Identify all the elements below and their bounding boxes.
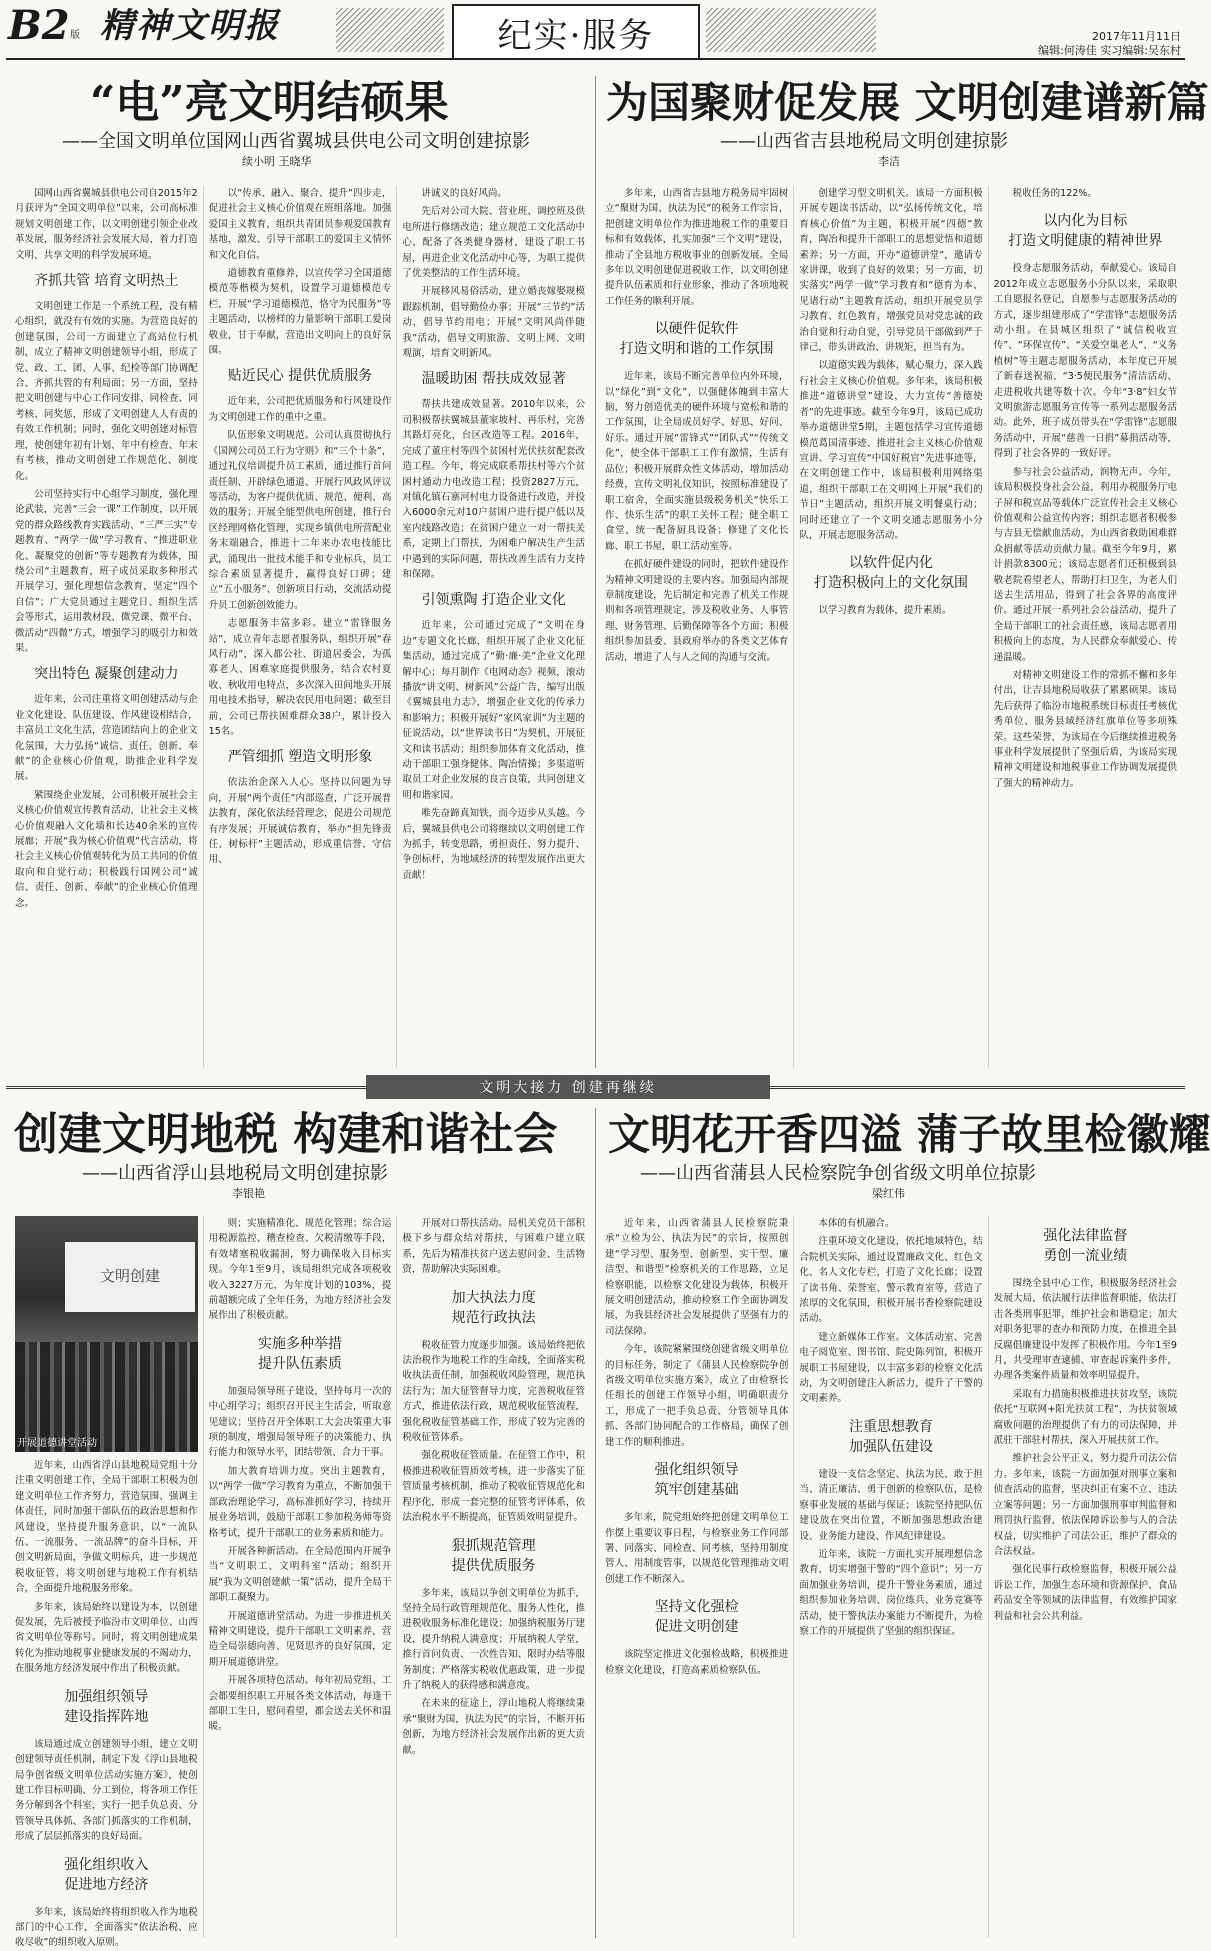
page-ban: 版 — [70, 30, 80, 41]
section-subheading: 强化组织领导 筑牢创建基础 — [654, 1462, 739, 1499]
paragraph: 多年来，该局以争创文明单位为抓手，坚持全局行政管理规范化、服务人性化，推进税收服务标准化建设；加强纳税服务厅建设，提升纳税人满意度；开展纳税人学堂，推行首问负责、一次性告知、限时办结等服务制度；严格落实税收优惠政策，进一步提升了纳税人的获得感和满意度。 — [402, 1587, 586, 1691]
paragraph: 在未来的征途上，浮山地税人将继续秉承“聚财为国，执法为民”的宗旨，不断开拓创新，为地方经济社会发展作出新的更大贡献。 — [402, 1698, 586, 1756]
photo-banner: 文明创建 — [65, 1242, 195, 1312]
section-title: 纪实·服务 — [452, 4, 700, 60]
paragraph: 先后对公司大院、营业班、调控班及供电所进行修缮改造；建立规范工文化活动中心，配备了各类健身器材，建设了职工书屋，再进企业文化活动中心等，为职工提供了优美整洁的工作生活环境。 — [402, 206, 586, 280]
photo-caption: 开展道德讲堂活动 — [17, 1438, 97, 1449]
paragraph: 本体的有机融合。 — [818, 1218, 895, 1229]
text-column — [793, 186, 987, 1068]
text-column — [10, 1216, 203, 1949]
text-column — [396, 186, 590, 1068]
paragraph: 帮扶共建成效显著。2010年以来，公司积极帮扶翼城县董家坡村、再乐村，完善其路灯亮化，台区改造等工程。2016年，完成了董庄村等四个贫困村光伏扶贫配套改造工程。今年，将完成联系帮扶村等六个贫困村通动力电改造工程；投资2827万元，对镇化镇石寨河村电力设备进行改造，并投入6000余元对10户贫困户进行提户低以及室内线路改造；在贫困户建立一对一帮扶关系，定期上门帮扶，为困难户解决生产生活中遇到的实际问题，帮扶改善生活有力支持和保障。 — [402, 399, 586, 580]
paragraph: 采取有力措施积极推进扶贫攻坚，该院依托“互联网+阳光扶贫工程”，为扶贫领域腐败问题的治理提供了有力的司法保障，并派驻干部驻村帮扶，深入开展扶贫工作。 — [993, 1388, 1177, 1447]
article-byline: 李银艳 — [232, 1187, 265, 1200]
paragraph: 道德教育重修养，以宣传学习全国道德模范等楷模为契机，设置学习道德模范专栏，开展“学习道德模范，恪守为民服务”等主题活动，以榜样的力量影响干部职工爱岗敬业，甘于奉献，营造出文明向上的良好氛围。 — [208, 268, 392, 357]
paragraph: 近年来，该局不断完善单位内外环境，以“绿化”到“文化”，以强健体魄到丰富大脑，努力创造优美的硬件环境与宽松和谐的工作氛围，让全局成员好学、好思、好问、好乐。通过开展“雷锋式”“团队式”“传统文化”，使全体干部职工工作有激情，生活有品位；积极开展群众性文体活动，增加活动经费，宣传文明礼仪知识，按照标准建设了职工宿舍，全面实施县级税务机关“快乐工作、快乐生活”的职工关怀工程；健全职工食堂，统一配备厨具设备；修建了文化长廊、职工书屋，职工活动室等。 — [605, 371, 789, 552]
paragraph: 近年来，山西省蒲县人民检察院秉承“立检为公、执法为民”的宗旨，按照创建“学习型、服务型、创新型、实干型、廉洁型、和谐型”检察机关的工作思路，立足检察职能，以检察文化建设为载体，积极开展文明创建活动，推动检察工作全面协调发展，为我县经济社会发展提供了坚强有力的司法保障。 — [605, 1218, 789, 1337]
text-column — [793, 1216, 987, 1938]
article-headline: 文明花开香四溢 蒲子故里检徽耀 — [608, 1110, 1211, 1159]
article-columns — [600, 1216, 1182, 1938]
band-label: 文明大接力 创建再继续 — [366, 1075, 770, 1099]
article-columns — [10, 1216, 590, 1949]
column-divider — [595, 1108, 596, 1938]
paper-logo: 精神文明报 — [100, 6, 280, 46]
paragraph: 税收征管力度逐步加强。该局始终把依法治税作为地税工作的生命线，全面落实税收执法责任制，加强税收风险管理，规范执法行为；加大征管督导力度，完善税收征管方式，推进依法行政，规范税收征管流程，强化税收征管基础工作，形成了较为完善的税收征管体系。 — [402, 1339, 586, 1444]
article-subhead: ——山西省吉县地税局文明创建掠影 — [720, 131, 1008, 152]
paragraph: 多年来，该局始终以建设为本，以创建促发展，先后被授予临汾市文明单位、山西省文明单位等称号。同时，将文明创建成果转化为推动地税事业健康发展的不竭动力，在服务地方经济发展中作出了积极贡献。 — [15, 1601, 198, 1675]
article-byline: 李洁 — [878, 155, 900, 168]
paragraph: 近年来，公司把优质服务和行风建设作为文明创建工作的重中之重。 — [208, 396, 392, 423]
paragraph: 文明创建工作是一个系统工程，没有精心组织，就没有有效的实施。为营造良好的创建氛围，公司一方面建立了高站位行机制，成立了精神文明创建领导小组，形成了党、政、工、团、人事、纪检等部门协调配合、齐抓共管的有利局面；另一方面，坚持把文明创建与中心工作同安排、同检查、同考核、同奖惩，形成了文明创建人人有责的有效工作机制；同时，强化文明创建对标管理，使创建年初有计划、年中有检查、年末有考核，推动文明创建工作规范化、制度化。 — [15, 301, 198, 482]
paragraph: 开展移风易俗活动，建立婚丧嫁娶规模跟踪机制，倡导勤俭办事；开展“三节约”活动，倡导节约用电；开展“文明风尚伴随我”活动，倡导文明旅游、文明上网、文明观演，培育文明新风。 — [402, 286, 586, 360]
paragraph: 公司坚持实行中心组学习制度，强化理论武装，完善“三会一课”工作制度，以开展党的群众路线教育实践活动、“三严三实”专题教育、“两学一做”学习教育、“推进职业化、凝聚党的创新”等专题教育为载体，围绕公司“主题教育，班子成员采取多种形式开展学习，强化理想信念教育，坚定“四个自信”；广大党员通过主题党日、组织生活会等形式，运用教材段、微党课、微平台、微活动“四微”方式，增强学习的吸引力和效果。 — [15, 488, 198, 654]
paragraph: 开展对口帮扶活动。局机关党员干部积极下乡与群众结对帮扶，与困难户建立联系，先后为精准扶贫户送去慰问金、生活物资，帮助解决实际困难。 — [402, 1218, 586, 1276]
section-band — [6, 1072, 1185, 1102]
paragraph: 开展道德讲堂活动。为进一步推进机关精神文明建设，提升干部职工文明素养，营造全局崇德向善、见贤思齐的良好氛围，定期开展道德讲堂。 — [208, 1610, 392, 1668]
article-jixian-tax — [600, 76, 1209, 1068]
article-subhead: ——山西省蒲县人民检察院争创省级文明单位掠影 — [640, 1163, 1036, 1184]
article-fushan-tax — [10, 1108, 590, 1949]
paragraph: 强化民事行政检察监督，积极开展公益诉讼工作，加强生态环境和资源保护、食品药品安全等领域的法律监督，有效维护国家利益和社会公共利益。 — [993, 1564, 1177, 1622]
masthead — [0, 0, 1191, 70]
section-subheading: 突出特色 凝聚创建动力 — [34, 666, 179, 683]
text-column — [10, 186, 203, 1068]
article-headline: 为国聚财促发展 文明创建谱新篇 — [606, 78, 1209, 127]
section-subheading: 强化组织收入 促进地方经济 — [64, 1856, 149, 1893]
paragraph: 今年，该院紧紧围绕创建省级文明单位的目标任务，制定了《蒲县人民检察院争创省级文明单位实施方案》，成立了由检察长任组长的创建工作领导小组，明确职责分工，形成了一把手负总责、分管领导具体抓、各部门协同配合的工作格局，确保了创建工作的顺利推进。 — [605, 1344, 789, 1448]
section-subheading: 引领熏陶 打造企业文化 — [421, 592, 566, 609]
text-column — [988, 1216, 1182, 1938]
paragraph: 围绕全县中心工作，积极服务经济社会发展大局，依法履行法律监督职能，依法打击各类刑事犯罪，维护社会和谐稳定；加大对职务犯罪的查办和预防力度，在推进全县反腐倡廉建设中发挥了积极作用。今年1至9月，共受理审查逮捕、审查起诉案件多件，办理各类案件质量和效率明显提升。 — [993, 1278, 1177, 1382]
section-subheading: 实施多种举措 提升队伍素质 — [258, 1335, 342, 1372]
text-column — [600, 186, 793, 1068]
text-column — [203, 1216, 397, 1938]
section-subheading: 加大执法力度 规范行政执法 — [451, 1289, 536, 1326]
section-subheading: 贴近民心 提供优质服务 — [227, 368, 373, 385]
article-byline: 续小明 王晓华 — [242, 155, 312, 168]
section-subheading: 狠抓规范管理 提供优质服务 — [451, 1537, 536, 1574]
section-subheading: 注重思想教育 加强队伍建设 — [848, 1418, 933, 1455]
paragraph: 投身志愿服务活动，奉献爱心。该局自2012年成立志愿服务小分队以来，采取职工自愿报名登记，自愿参与志愿服务活动的方式，逐步组建形成了“学雷锋”志愿服务活动小组。在县城区组织了“诚信税收宣传”、“环保宣传”、“关爱空巢老人”、“义务植树”等主题志愿服务活动，本年度已开展了新春送祝福、“3·5便民服务”清洁活动、走进税收共建等数十次。今年“3·8”妇女节文明旅游志愿服务宣传等一系列志愿服务活动。此外，班子成员带头在“学雷锋”志愿服务活动中，开展“慈善一日捐”募捐活动等，得到了社会各界的一致好评。 — [993, 263, 1177, 460]
paragraph: 以“传承、融入、聚合、提升”四步走，促进社会主义核心价值观在班组落地。加强爱国主义教育，组织共青团员参观爱国教育基地，激发、引导干部职工的爱国主义情怀和文化自信。 — [208, 188, 392, 261]
paragraph: 依法治企深入人心。坚持以问题为导向，开展“两个责任”内部巡查，广泛开展普法教育，深化依法经营理念，促进公司规范有序发展；开展诚信教育，举办“担先锋责任、树标杆”主题活动，形成重信誉、守信用、 — [208, 777, 392, 866]
article-puxian-procuratorate — [600, 1108, 1211, 1938]
section-subheading: 温暖助困 帮扶成效显著 — [421, 371, 566, 388]
article-columns — [600, 186, 1182, 1068]
paragraph: 对精神文明建设工作的常抓不懈和多年付出，让吉县地税局收获了累累硕果。该局先后获得了临汾市地税系统目标责任考核优秀单位、服务县域经济红旗单位等多项殊荣。这些荣誉，为该局在今后继续推进税务事业科学发展提供了坚强后盾，为该局实现精神文明建设和地税事业工作协调发展提供了强大的精神动力。 — [993, 669, 1177, 789]
issue-date: 2017年11月11日 — [1092, 30, 1181, 43]
section-subheading: 以软件促内化 打造积极向上的文化氛围 — [813, 555, 968, 592]
paragraph: 国网山西省翼城县供电公司自2015年2月获评为“全国文明单位”以来，公司高标准规划文明创建工作，以文明创建引领企业改革发展，服务经济社会发展大局，着力打造文明、共享文明的科学发展环境。 — [15, 188, 198, 261]
text-column — [396, 1216, 590, 1938]
paragraph: 以学习教育为载体，提升素质。 — [818, 605, 952, 617]
paragraph: 志愿服务丰富多彩。建立“雷锋服务站”，成立青年志愿者服务队，组织开展“春风行动”，深入都公社、街道居委会，为孤寡老人、困难家庭提供服务，结合农村夏收、秋收用电特点，多次深入田间地头开展用电技术指导，解决农民用电问题；截至目前，公司已帮扶困难群众38户，累计投入15名。 — [208, 618, 392, 737]
paragraph: 多年来，山西省吉县地方税务局牢固树立“聚财为国、执法为民”的税务工作宗旨，把创建文明单位作为推进地税工作的重要目标和有效载体，扎实加强“三个文明”建设，推动了全县地方税收事业的创新发展。全局多年以文明创建促进税收工作，以文明创建提升队伍素质和行业形象，推动了各项地税工作任务的顺利开展。 — [605, 188, 789, 307]
article-byline: 梁红伟 — [872, 1187, 905, 1200]
section-subheading: 以硬件促软件 打造文明和谐的工作氛围 — [619, 321, 774, 358]
paragraph: 该院坚定推进文化强检战略，积极推进检察文化建设，打造高素质检察队伍。 — [605, 1649, 789, 1676]
page-code: B2 — [8, 2, 70, 49]
section-subheading: 强化法律监督 勇创一流业绩 — [1043, 1228, 1128, 1264]
paragraph: 近年来，山西省浮山县地税局党组十分注重文明创建工作，全局干部职工积极为创建文明单位工作齐努力，营造氛围、强调主体责任，同时加强干部队伍的政治思想和作风建设，坚持提升服务意识，以“一流队伍、一流服务、一流品牌”的奋斗目标，开创文明新局面，争做文明标兵，进一步规范税收征管，将文明创建与地税工作有机结合，全面提升地税服务形象。 — [15, 1460, 198, 1595]
paragraph: 则；实施精准化、规范化管理；综合运用税源监控、稽查检查、欠税清缴等手段，有效堵塞税收漏洞，努力确保收入目标实现。今年1至9月，该局组织完成各项税收收入3227万元，为年度计划的103%，提前超额完成了全年任务，为地方经济社会发展作出了积极贡献。 — [208, 1218, 392, 1322]
paragraph: 以道德实践为载体，赋心聚力，深入践行社会主义核心价值观。多年来，该局积极推进“道德讲堂”建设，大力宣传“善德使者”的先进事迹。截至今年9月，该局已成功举办道德讲堂5期，主题包括学习宣传道德模范葛国清事迹、推进社会主义核心价值观宣讲、学习宣传“中国好税官”先进事迹等，在文明创建工作中，该局积极利用网络渠道，组织干部职工在文明网上开展“我们的节日”主题活动，组织开展文明餐桌行动；同时还建立了一个文明交通志愿服务小分队，开展志愿服务活动。 — [799, 360, 983, 541]
section-subheading: 加强组织领导 建设指挥阵地 — [64, 1688, 149, 1725]
section-subheading: 严管细抓 塑造文明形象 — [227, 749, 373, 766]
hatch-decoration-left — [336, 8, 444, 52]
paragraph: 加强局领导班子建设，坚持每月一次的中心组学习；组织召开民主生活会，听取意见建议；坚持召开全体职工大会决策重大事项的制度，增强局领导班子的决策能力、执行能力和领导水平，团结带领、合力干事。 — [208, 1385, 392, 1459]
paragraph: 注重环境文化建设，依托地域特色，结合院机关实际，通过设置廉政文化、红色文化、名人文化专栏，打造了文化长廊；设置了读书角、荣誉室、警示教育室等，营造了浓厚的文化氛围，积极开展书香检察院建设活动。 — [799, 1236, 983, 1325]
paragraph: 紧围绕企业发展，公司积极开展社会主义核心价值观宣传教育活动，让社会主义核心价值观融入文化墙和长达40余米的宣传展廊；开展“我为核心价值观”代言活动，将社会主义核心价值观转化为员工共同的价值取向和自觉行动；积极践行国网公司“诚信、责任、创新、奉献”的企业核心价值理念。 — [15, 789, 198, 909]
paragraph: 讲诚义的良好风尚。 — [421, 188, 507, 199]
text-column — [988, 186, 1182, 1068]
hatch-decoration-right — [706, 8, 876, 52]
photo-audience — [15, 1342, 198, 1452]
text-column — [600, 1216, 793, 1938]
paragraph: 近年来，公司注重将文明创建活动与企业文化建设、队伍建设、作风建设相结合，丰富员工文化生活，营造团结向上的企业文化氛围，大力弘扬“诚信、责任、创新、奉献”的企业核心价值观，助推企业科学发展。 — [15, 694, 198, 783]
article-subhead: ——全国文明单位国网山西省翼城县供电公司文明创建掠影 — [62, 131, 530, 152]
column-divider — [595, 76, 596, 1068]
article-photo — [15, 1216, 198, 1452]
paragraph: 开展各项特色活动。每年初局党组、工会都要组织职工开展各类文体活动，每逢干部职工生日，慰问看望，都会送去关怀和温暖。 — [208, 1675, 392, 1733]
paragraph: 创建学习型文明机关。该局一方面积极开展专题读书活动，以“弘扬传统文化，培育核心价值”为主题，积极开展“四德”教育，陶冶和提升干部职工的思想觉悟和道德素养；另一方面，开办“道德讲堂”，邀请专家讲课，收到了良好的效果；另一方面，切实落实“两学一做”学习教育和“德育为本、见诸行动”主题教育活动，组织开展党员学习教育、红色教育，增强党员对党忠诚的政治自觉和行动自觉，引导党员干部做到严于律己，带头讲政治、讲规矩，担当有为。 — [799, 188, 983, 354]
editors-credit: 编辑:何涛佳 实习编辑:吴东村 — [1038, 44, 1181, 57]
paragraph: 唯先奋蹄真知铁，而今迈步从头越。今后，翼城县供电公司将继续以文明创建工作为抓手，转变思路，勇担责任、努力提升、争创标杆，为地域经济的转型发展作出更大贡献！ — [402, 808, 586, 881]
article-yicheng-power — [10, 76, 590, 1068]
article-headline: “电”亮文明结硕果 — [90, 77, 449, 128]
paragraph: 加大教育培训力度。突出主题教育，以“两学一做”学习教育为重点，不断加强干部政治理论学习，高标准抓好学习，持续开展业务培训，鼓励干部职工参加税务师等资格考试，提升干部职工的业务素质和能力。 — [208, 1465, 392, 1539]
paragraph: 近年来，该院一方面扎实开展理想信念教育，切实增强干警的“四个意识”；另一方面加强业务培训，提升干警业务素质，通过组织参加业务培训、岗位练兵、业务竞赛等活动，使干警执法办案能力不断提升，为检察工作的开展提供了坚强的组织保证。 — [799, 1548, 983, 1637]
paragraph: 多年来，该局始终将组织收入作为地税部门的中心工作，全面落实“依法治税、应收尽收”的组织收入原则。 — [15, 1906, 198, 1949]
article-subhead: ——山西省浮山县地税局文明创建掠影 — [82, 1163, 388, 1184]
paragraph: 多年来，院党组始终把创建文明单位工作摆上重要议事日程，与检察业务工作同部署、同落实、同检查、同考核，坚持用制度管人、用制度管事，以规范化管理推动文明创建工作不断深入。 — [605, 1512, 789, 1585]
article-headline: 创建文明地税 构建和谐社会 — [14, 1109, 558, 1160]
text-column — [203, 186, 397, 1068]
paragraph: 参与社会公益活动，润物无声。今年，该局积极投身社会公益，利用办税服务厅电子屏和税宣品等载体广泛宣传社会主义核心价值观和公益宣传内容；组织志愿者积极参与吉县无偿献血活动，为山西省救助困难群众捐献等活动贡献力量。截至今年9月，累计捐款8300元；该局志愿者们还积极到县敬老院看望老人，帮助打扫卫生，为老人们送去生活用品，得到了社会各界的高度评价。通过开展一系列社会公益活动，提升了全局干部职工的社会责任感，该局志愿者用积极向上的态度，为人民群众奉献爱心、传递温暖。 — [993, 466, 1177, 663]
section-subheading: 坚持文化强检 促进文明创建 — [654, 1599, 739, 1636]
masthead-rule — [6, 58, 1185, 60]
paragraph: 强化税收征管质量。在征管工作中，积极推进税收征管质效考核，进一步落实了征管质量考核机制，推动了税收征管规范化和程序化，形成一套完整的征管考评体系，依法治税水平不断提高，征管质效明显提升。 — [402, 1450, 586, 1524]
paragraph: 建立新媒体工作室。文体活动室、完善电子阅览室、图书馆、院史陈列馆，积极开展职工书屋建设，以丰富多彩的检察文化活动，为文明创建注入新活力，提升了干警的文明素养。 — [799, 1331, 983, 1405]
paragraph: 开展各种新活动。在全局范围内开展争当“文明职工、文明科室”活动；组织开展“我为文明创建献一策”活动，提升全局干部职工凝聚力。 — [208, 1545, 392, 1604]
paragraph: 税收任务的122%。 — [1012, 188, 1097, 199]
section-subheading: 以内化为目标 打造文明健康的精神世界 — [1008, 213, 1163, 250]
paragraph: 在抓好硬件建设的同时，把软件建设作为精神文明建设的主要内容。加强局内部规章制度建设，先后制定和完善了机关工作规则和各项管理规定，涉及税收业务、人事管理、财务管理、后勤保障等各个方面；积极组织参加县委、县政府举办的各类文艺体育活动，增进了人与人之间的沟通与交流。 — [605, 559, 789, 663]
article-columns — [10, 186, 590, 1068]
section-subheading: 齐抓共管 培育文明热土 — [34, 273, 179, 290]
paragraph: 建设一支信念坚定、执法为民、敢于担当、清正廉洁、勇于创新的检察队伍，是检察事业发展的基础与保证；该院坚持把队伍建设放在突出位置，不断加强思想政治建设、业务能力建设、作风纪律建设。 — [799, 1468, 983, 1542]
paragraph: 近年来，公司通过完成了“文明在身边”专题文化长廊，组织开展了企业文化征集活动，通过完成了“勤·廉·美”企业文化理解中心；每月制作《电网动态》视频，滚动播放“讲文明、树新风”公益广告，编写出版《翼城县电力志》，增强企业文化的传承力和影响力；积极开展好“家风家训”为主题的征说活动，以“世界读书日”为契机，开展征文和读书活动；组织参加体育文化活动，推动干部职工强身健体、陶冶情操；多渠道听取员工对企业发展的良言良策，共同创建文明和谐家园。 — [402, 620, 586, 801]
paragraph: 队伍形象文明规范。公司认真贯彻执行《国网公司员工行为守则》和“三个十条”，通过礼仪培训提升员工素质，通过推行首问责任制、开辟绿色通道、开展行风政风评议等活动，为客户提供优质、规范、便利、高效的服务；开展全能型供电所创建，推行台区经理网格化管理，实现乡镇供电所营配业务末端融合，推进十二年来办农电技能比武，涌现出一批技术能手和专业标兵，员工综合素质显著提升，赢得良好口碑；建立“五小服务”、创新项目行动，交流活动提升员工创新创效能力。 — [208, 430, 392, 611]
paragraph: 维护社会公平正义，努力提升司法公信力。多年来，该院一方面加强对刑事立案和侦查活动的监督，坚决纠正有案不立、违法立案等问题；另一方面加强刑事审判监督和刑罚执行监督，依法保障诉讼参与人的合法权益，切实维护了司法公正，维护了群众的合法权益。 — [993, 1453, 1177, 1557]
paragraph: 该局通过成立创建领导小组，建立文明创建领导责任机制，制定下发《浮山县地税局争创省级文明单位活动实施方案》，使创建工作目标明确、分工到位，将各项工作任务分解到各个科室，实行一把手负总责、分管领导具体抓、各部门抓落实的工作机制，形成了层层抓落实的良好局面。 — [15, 1738, 198, 1843]
dateline — [1038, 30, 1181, 58]
